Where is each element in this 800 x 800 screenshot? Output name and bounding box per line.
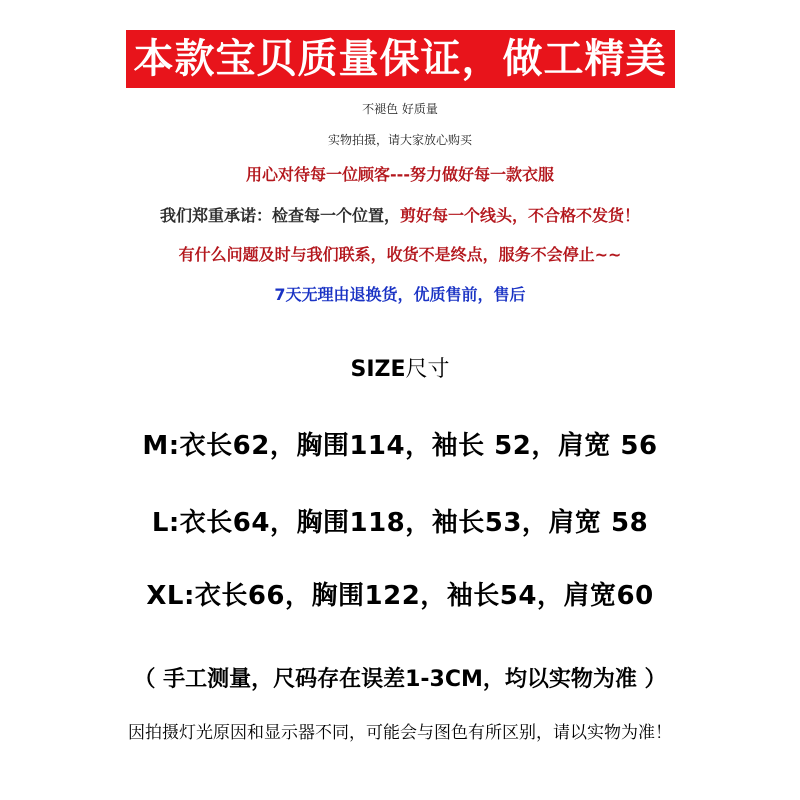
quality-banner: 本款宝贝质量保证，做工精美 [126,30,675,88]
promise-line-commitment [0,203,800,226]
size-row-l: L:衣长64，胸围118，袖长53，肩宽 58 [151,508,649,538]
color-disclaimer: 因拍摄灯光原因和显示器不同，可能会与图色有所区别，请以实物为准！ [128,723,672,743]
size-title [0,352,800,383]
size-title-latin: SIZE [350,357,406,382]
promise-commitment-part1: 我们郑重承诺：检查每一个位置， [159,206,400,225]
size-title-cn: 尺寸 [405,357,450,382]
promise-line-service: 有什么问题及时与我们联系，收货不是终点，服务不会停止~~ [178,245,622,264]
size-row-xl: XL:衣长66，胸围122，袖长54，肩宽60 [146,581,654,611]
intro-line-real-photo: 实物拍摄，请大家放心购买 [327,133,472,147]
size-row-m: M:衣长62，胸围114，袖长 52，肩宽 56 [142,431,658,461]
promise-line-customer: 用心对待每一位顾客---努力做好每一款衣服 [246,165,554,184]
promise-commitment-part2: 剪好每一个线头，不合格不发货！ [400,206,641,225]
measurement-note: （ 手工测量，尺码存在误差1-3CM，均以实物为准 ） [133,667,667,692]
promise-line-return: 7天无理由退换货，优质售前，售后 [274,285,526,304]
banner-container [0,30,800,88]
intro-line-colorfast: 不褪色 好质量 [362,102,438,116]
